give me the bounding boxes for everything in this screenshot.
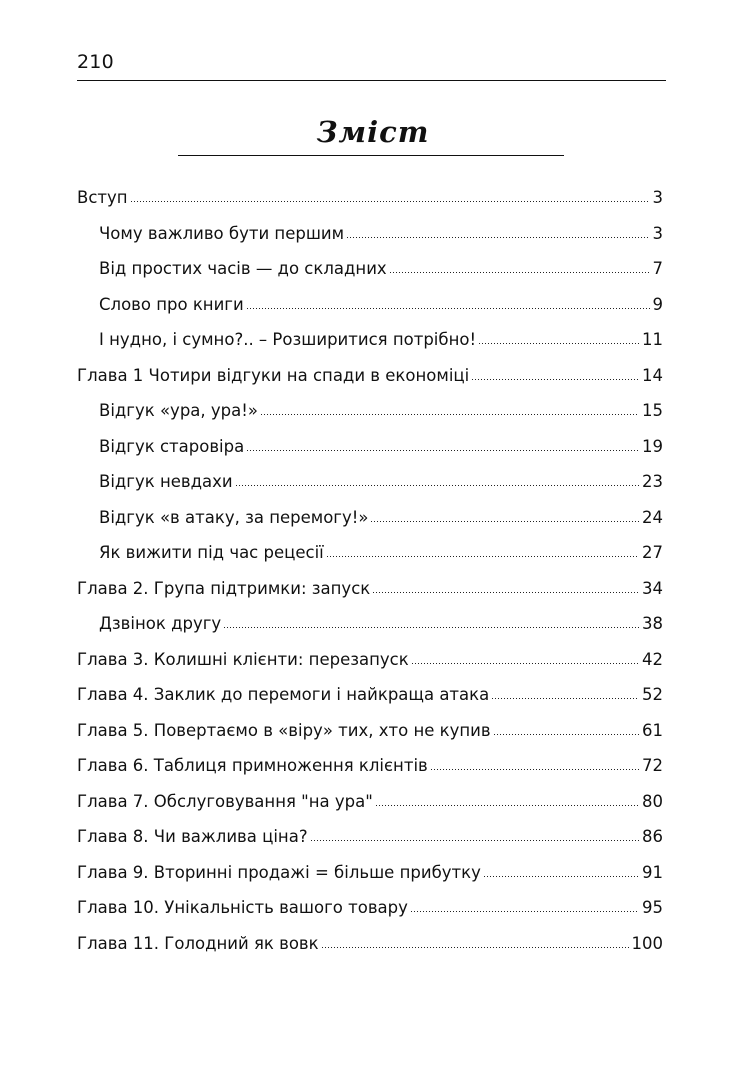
- toc-entry-page-number: 91: [642, 862, 663, 882]
- toc-dot-leader: [430, 768, 639, 771]
- toc-dot-leader: [246, 449, 639, 452]
- toc-dot-leader: [223, 626, 639, 629]
- toc-entry-label: Від простих часів — до складних: [99, 259, 387, 278]
- toc-entry-label: Вступ: [77, 188, 128, 207]
- toc-entry[interactable]: [77, 393, 663, 429]
- toc-entry-page-number: 3: [652, 223, 663, 243]
- toc-entry[interactable]: [77, 535, 663, 571]
- toc-entry-page-number: 42: [642, 649, 663, 669]
- toc-entry-label: Глава 4. Заклик до перемоги і найкраща атака: [77, 685, 490, 704]
- toc-dot-leader: [375, 804, 639, 807]
- toc-entry-page-number: 86: [642, 827, 663, 846]
- toc-entry-page-number: 11: [642, 330, 663, 349]
- toc-entry-label: Глава 5. Повертаємо в «віру» тих, хто не купив: [77, 720, 491, 740]
- toc-entry-page-number: 24: [642, 507, 663, 527]
- toc-entry-label: Дзвінок другу: [99, 614, 222, 633]
- toc-entry[interactable]: [77, 251, 663, 287]
- toc-entry-page-number: 34: [642, 578, 663, 598]
- toc-entry-label: Як вижити під час рецесії: [99, 543, 324, 562]
- header-rule: [77, 80, 666, 81]
- toc-entry-page-number: 15: [642, 401, 663, 420]
- toc-entry[interactable]: [77, 677, 663, 713]
- toc-entry-label: Глава 9. Вторинні продажі = більше прибутку: [77, 862, 481, 882]
- toc-entry-label: Глава 7. Обслуговування "на ура": [77, 791, 373, 811]
- page-title: Зміст: [316, 115, 430, 149]
- toc-entry[interactable]: [77, 642, 663, 678]
- toc-entry[interactable]: [77, 180, 663, 216]
- toc-entry[interactable]: [77, 890, 663, 926]
- toc-entry-page-number: 27: [642, 543, 663, 562]
- toc-entry[interactable]: [77, 216, 663, 252]
- toc-entry-page-number: 61: [642, 720, 663, 740]
- toc-dot-leader: [130, 200, 650, 203]
- toc-entry-label: Глава 1 Чотири відгуки на спади в економіці: [77, 365, 470, 385]
- toc-dot-leader: [370, 520, 639, 523]
- table-of-contents: [77, 180, 663, 961]
- toc-entry-label: Відгук «в атаку, за перемогу!»: [99, 507, 369, 527]
- toc-dot-leader: [493, 733, 639, 736]
- toc-entry-label: Глава 3. Колишні клієнти: перезапуск: [77, 649, 409, 669]
- toc-entry-label: Глава 11. Голодний як вовк: [77, 933, 319, 953]
- toc-entry-page-number: 23: [642, 472, 663, 491]
- toc-entry[interactable]: [77, 287, 663, 323]
- page-number: 210: [77, 51, 114, 73]
- toc-entry-page-number: 38: [642, 614, 663, 633]
- toc-entry-label: Слово про книги: [99, 294, 244, 314]
- toc-entry[interactable]: [77, 358, 663, 394]
- toc-entry-label: Глава 2. Група підтримки: запуск: [77, 578, 371, 598]
- toc-dot-leader: [410, 910, 639, 913]
- toc-entry-page-number: 19: [642, 436, 663, 456]
- toc-entry-page-number: 7: [652, 259, 663, 278]
- toc-dot-leader: [411, 662, 639, 665]
- toc-dot-leader: [326, 555, 639, 558]
- toc-entry[interactable]: [77, 819, 663, 855]
- toc-dot-leader: [389, 271, 650, 274]
- toc-entry-page-number: 95: [642, 898, 663, 917]
- toc-entry[interactable]: [77, 464, 663, 500]
- toc-entry-page-number: 100: [631, 933, 663, 953]
- toc-dot-leader: [483, 875, 639, 878]
- toc-dot-leader: [321, 946, 629, 949]
- toc-dot-leader: [478, 342, 639, 345]
- toc-entry[interactable]: [77, 429, 663, 465]
- toc-entry-label: Відгук «ура, ура!»: [99, 401, 258, 420]
- toc-entry-page-number: 9: [652, 294, 663, 314]
- toc-dot-leader: [235, 484, 639, 487]
- title-underline: [178, 155, 564, 156]
- toc-entry[interactable]: [77, 571, 663, 607]
- toc-entry[interactable]: [77, 784, 663, 820]
- toc-entry[interactable]: [77, 855, 663, 891]
- toc-entry-page-number: 3: [652, 188, 663, 207]
- toc-entry-label: Чому важливо бути першим: [99, 223, 345, 243]
- toc-entry[interactable]: [77, 713, 663, 749]
- toc-entry-page-number: 72: [642, 756, 663, 775]
- toc-entry[interactable]: [77, 500, 663, 536]
- toc-dot-leader: [260, 413, 639, 416]
- toc-entry-label: І нудно, і сумно?.. – Розширитися потрібно!: [99, 330, 477, 349]
- toc-entry[interactable]: [77, 748, 663, 784]
- toc-entry[interactable]: [77, 926, 663, 962]
- toc-entry[interactable]: [77, 606, 663, 642]
- toc-dot-leader: [471, 378, 639, 381]
- toc-dot-leader: [246, 307, 650, 310]
- toc-entry-label: Глава 10. Унікальність вашого товару: [77, 898, 408, 917]
- toc-entry-label: Відгук старовіра: [99, 436, 245, 456]
- toc-dot-leader: [372, 591, 639, 594]
- toc-entry-page-number: 80: [642, 791, 663, 811]
- toc-entry-page-number: 52: [642, 685, 663, 704]
- toc-entry-label: Глава 6. Таблиця примноження клієнтів: [77, 756, 428, 775]
- toc-entry[interactable]: [77, 322, 663, 358]
- toc-dot-leader: [491, 697, 639, 700]
- toc-dot-leader: [346, 236, 649, 239]
- toc-entry-page-number: 14: [642, 365, 663, 385]
- toc-entry-label: Відгук невдахи: [99, 472, 233, 491]
- toc-entry-label: Глава 8. Чи важлива ціна?: [77, 827, 308, 846]
- toc-dot-leader: [310, 839, 639, 842]
